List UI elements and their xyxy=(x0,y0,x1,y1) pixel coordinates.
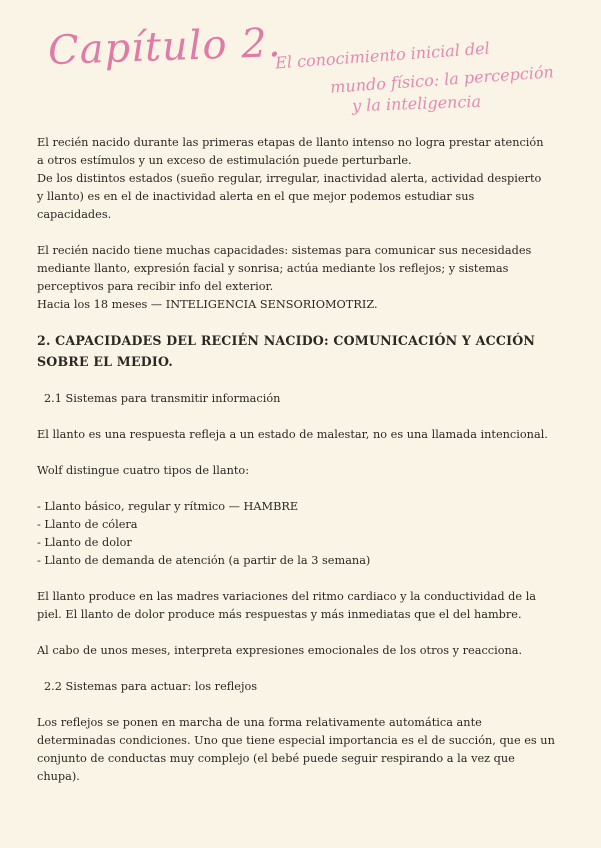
paragraph-capacities xyxy=(37,242,557,314)
list-item: - Llanto básico, regular y rítmico — HAMBRE xyxy=(37,500,299,513)
text-line: De los distintos estados (sueño regular, irregular, inactividad alerta, actividad despierto xyxy=(37,172,542,185)
heading-line: SOBRE EL MEDIO. xyxy=(37,354,173,369)
text-line: a otros estímulos y un exceso de estimulación puede perturbarle. xyxy=(37,154,412,167)
text-line: El recién nacido tiene muchas capacidades: sistemas para comunicar sus necesidades xyxy=(37,244,532,257)
text-line: conjunto de conductas muy complejo (el bebé puede seguir respirando a la vez que xyxy=(37,752,515,765)
text-line: perceptivos para recibir info del exterior. xyxy=(37,280,274,293)
text-line: y llanto) es en el de inactividad alerta en el que mejor podemos estudiar sus xyxy=(37,190,475,203)
section-heading xyxy=(37,330,557,372)
text-line: piel. El llanto de dolor produce más respuestas y más inmediatas que el del hambre. xyxy=(37,608,522,621)
document-body xyxy=(37,134,557,786)
chapter-subtitle-line-3: y la inteligencia xyxy=(351,91,482,116)
chapter-title: Capítulo 2. xyxy=(47,19,283,75)
list-item: - Llanto de demanda de atención (a partir de la 3 semana) xyxy=(37,554,371,567)
paragraph-states xyxy=(37,134,557,224)
text-line: Los reflejos se ponen en marcha de una forma relativamente automática ante xyxy=(37,716,482,729)
paragraph-emotions: Al cabo de unos meses, interpreta expresiones emocionales de los otros y reacciona. xyxy=(37,644,523,657)
paragraph-crying-reflex: El llanto es una respuesta refleja a un estado de malestar, no es una llamada intencional. xyxy=(37,428,548,441)
list-item: - Llanto de cólera xyxy=(37,518,138,531)
text-line: mediante llanto, expresión facial y sonrisa; actúa mediante los reflejos; y sistemas xyxy=(37,262,509,275)
paragraph-mothers xyxy=(37,588,557,624)
chapter-subtitle-line-1: El conocimiento inicial del xyxy=(274,38,491,73)
text-line: El recién nacido durante las primeras etapas de llanto intenso no logra prestar atención xyxy=(37,136,544,149)
text-line: determinadas condiciones. Uno que tiene especial importancia es el de succión, que es un xyxy=(37,734,555,747)
text-line: capacidades. xyxy=(37,208,112,221)
paragraph-reflexes xyxy=(37,714,557,786)
subsection-title-2-1: 2.1 Sistemas para transmitir información xyxy=(44,392,281,405)
subsection-title-2-2: 2.2 Sistemas para actuar: los reflejos xyxy=(44,680,258,693)
list-item: - Llanto de dolor xyxy=(37,536,132,549)
crying-types-list xyxy=(37,498,557,570)
paragraph-wolf: Wolf distingue cuatro tipos de llanto: xyxy=(37,464,250,477)
heading-line: 2. CAPACIDADES DEL RECIÉN NACIDO: COMUNICACIÓN Y ACCIÓN xyxy=(37,333,536,348)
text-line: chupa). xyxy=(37,770,80,783)
text-line: El llanto produce en las madres variaciones del ritmo cardiaco y la conductividad de la xyxy=(37,590,537,603)
chapter-title-block xyxy=(40,14,580,119)
text-line: Hacia los 18 meses — INTELIGENCIA SENSORIOMOTRIZ. xyxy=(37,298,378,311)
chapter-subtitle-line-2: mundo físico: la percepción xyxy=(329,62,555,97)
